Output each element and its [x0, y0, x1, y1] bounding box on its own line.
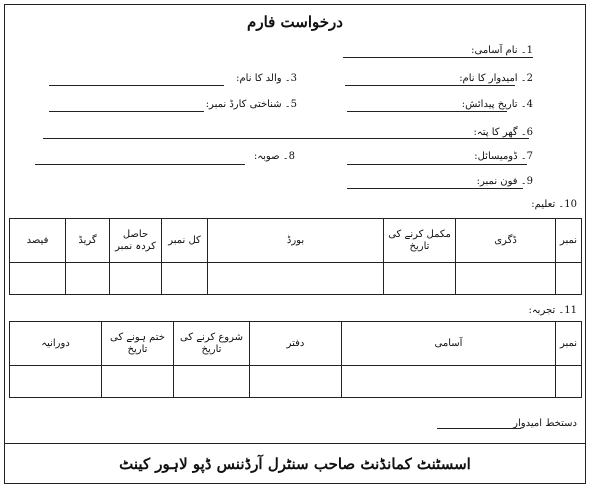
exp-cell[interactable]	[250, 366, 342, 398]
footer-separator	[5, 443, 585, 444]
field-line-phone[interactable]	[347, 188, 523, 189]
edu-cell[interactable]	[110, 263, 162, 295]
field-label-province: 8۔ صوبہ:	[253, 151, 295, 162]
edu-col-number: نمبر	[556, 219, 582, 263]
experience-table	[9, 321, 582, 398]
field-label-dob: 4۔ تاریخ پیدائش:	[461, 99, 533, 110]
field-label-cnic: 5۔ شناختی کارڈ نمبر:	[205, 99, 297, 110]
edu-cell[interactable]	[162, 263, 208, 295]
field-label-candidate-name: 2۔ امیدوار کا نام:	[459, 73, 533, 84]
field-line-province[interactable]	[35, 164, 245, 165]
edu-cell[interactable]	[556, 263, 582, 295]
field-line-cnic[interactable]	[49, 111, 204, 112]
exp-cell[interactable]	[342, 366, 556, 398]
exp-cell[interactable]	[556, 366, 582, 398]
signature-label: دستخط امیدوار	[513, 418, 577, 429]
field-label-post: 1۔ نام آسامی:	[471, 45, 533, 56]
exp-col-office: دفتر	[250, 322, 342, 366]
field-line-dob[interactable]	[347, 111, 507, 112]
edu-col-degree: ڈگری	[456, 219, 556, 263]
field-line-post[interactable]	[343, 57, 533, 58]
experience-header-row	[10, 322, 582, 366]
form-title: درخواست فارم	[247, 13, 343, 31]
field-label-phone: 9۔ فون نمبر:	[476, 176, 533, 187]
signature-line[interactable]	[437, 428, 521, 429]
application-form	[4, 4, 586, 484]
edu-cell[interactable]	[456, 263, 556, 295]
edu-cell[interactable]	[66, 263, 110, 295]
field-line-father-name[interactable]	[49, 85, 224, 86]
education-header-row	[10, 219, 582, 263]
edu-col-percentage: فیصد	[10, 219, 66, 263]
exp-cell[interactable]	[102, 366, 174, 398]
field-label-father-name: 3۔ والد کا نام:	[236, 73, 297, 84]
exp-col-number: نمبر	[556, 322, 582, 366]
edu-col-total-marks: کل نمبر	[162, 219, 208, 263]
exp-col-end-date: ختم ہونے کی تاریخ	[102, 322, 174, 366]
exp-col-start-date: شروع کرنے کی تاریخ	[174, 322, 250, 366]
edu-col-grade: گریڈ	[66, 219, 110, 263]
edu-cell[interactable]	[10, 263, 66, 295]
field-label-domicile: 7۔ ڈومیسائل:	[474, 151, 533, 162]
edu-col-board: بورڈ	[208, 219, 384, 263]
exp-col-post: آسامی	[342, 322, 556, 366]
field-line-domicile[interactable]	[347, 164, 527, 165]
field-line-candidate-name[interactable]	[345, 85, 515, 86]
edu-cell[interactable]	[384, 263, 456, 295]
education-label: 10۔ تعلیم:	[531, 199, 577, 210]
field-line-address[interactable]	[43, 138, 529, 139]
exp-cell[interactable]	[10, 366, 102, 398]
education-empty-row	[10, 263, 582, 295]
experience-empty-row	[10, 366, 582, 398]
edu-col-completion-date: مکمل کرنے کی تاریخ	[384, 219, 456, 263]
footer-address: اسسٹنٹ کمانڈنٹ صاحب سنٹرل آرڈننس ڈپو لاہور کینٹ	[119, 455, 471, 473]
education-table	[9, 218, 582, 295]
edu-col-obtained-marks: حاصل کردہ نمبر	[110, 219, 162, 263]
exp-cell[interactable]	[174, 366, 250, 398]
experience-label: 11۔ تجربہ:	[528, 305, 577, 316]
exp-col-duration: دورانیہ	[10, 322, 102, 366]
edu-cell[interactable]	[208, 263, 384, 295]
field-label-address: 6۔ گھر کا پتہ:	[473, 127, 533, 138]
